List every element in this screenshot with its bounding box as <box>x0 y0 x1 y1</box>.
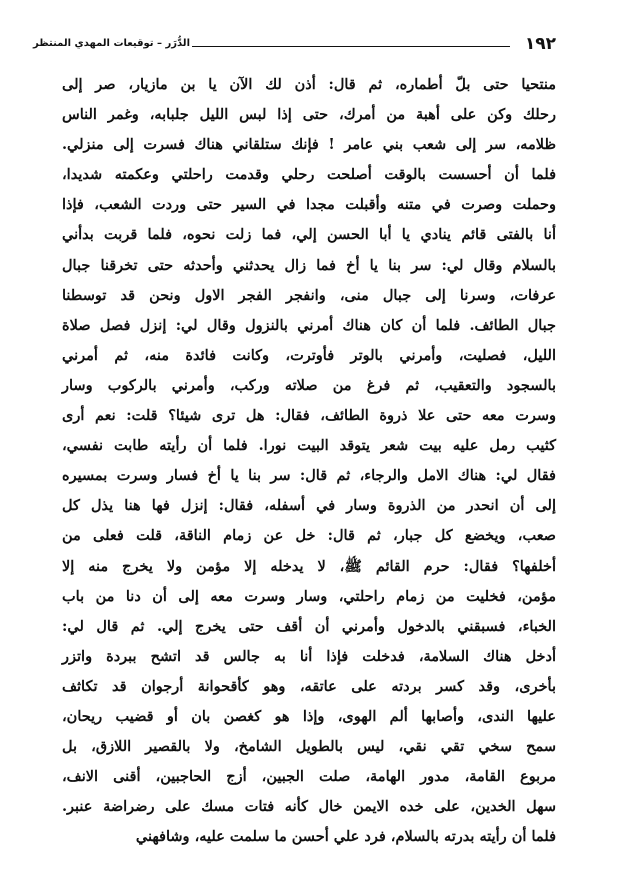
text-line: فلما أن أحسست بالوقت أصلحت رحلي وقدمت راحلتي وعكمته شديدا، <box>62 166 556 184</box>
text-line: جبال الطائف. فلما أن كان هناك أمرني بالنزول وقال لي: إنزل فصل صلاة <box>62 316 556 334</box>
text-line: وحملت وصرت في متنه وأقبلت مجدا في السير حتى وردت الشعب، فإذا <box>62 196 556 214</box>
page-header <box>33 34 556 56</box>
text-line: مربوع القامة، مدور الهامة، صلت الجبين، أزج الحاجبين، أقنى الانف، <box>62 768 556 786</box>
text-line: مؤمن، فخليت من زمام راحلتي، وسار وسرت معه إلى أن دنا من باب <box>62 587 556 605</box>
text-line: سمح سخي تقي نقي، ليس بالطويل الشامخ، ولا بالقصير اللازق، بل <box>62 738 556 756</box>
text-line: صعب، ويخضع كل جبار، ثم قال: خل عن زمام الناقة، قلت فعلى من <box>62 527 556 545</box>
body-text <box>62 70 556 852</box>
text-line: رحلك وكن على أهبة من أمرك، حتى إذا لبس الليل جلبابه، وغمر الناس <box>62 106 556 124</box>
text-line: أخلفها؟ فقال: حرم القائم ﷺ، لا يدخله إلا مؤمن ولا يخرج منه إلا <box>62 557 556 575</box>
text-line: أنا بالفتى قائم ينادي يا أبا الحسن إلي، فما زلت نحوه، فلما قربت بدأني <box>62 226 556 244</box>
page-number: ١٩٢ <box>524 34 556 54</box>
running-title: الدُّرَر – توقيعات المهدي المنتظر <box>33 38 190 49</box>
text-line: عليها الندى، وأصابها ألم الهوى، وإذا هو كغصن بان أو قضيب ريحان، <box>62 707 556 725</box>
header-rule <box>192 46 510 47</box>
text-line: إلى أن انحدر من الذروة وسار في أسفله، فقال: إنزل فها هنا يذل كل <box>62 497 556 515</box>
text-line: ظلامه، سر إلى شعب بني عامر ! فإنك ستلقاني هناك فسرت إلى منزلي. <box>62 136 556 154</box>
text-line: منتحيا حتى بلّ أطماره، ثم قال: أذن لك الآن يا بن مازيار، صر إلى <box>62 76 556 93</box>
text-line: بالسلام وقال لي: سر بنا يا أخ فما زال يحدثني وأحدثه حتى تخرقنا جبال <box>62 256 556 274</box>
text-line: كثيب رمل عليه بيت شعر يتوقد البيت نورا. فلما أن رأيته طابت نفسي، <box>62 437 556 455</box>
text-line: الليل، فصليت، وأمرني بالوتر فأوترت، وكانت فائدة منه، ثم أمرني <box>62 346 556 364</box>
text-line: بأخرى، وقد كسر بردته على عاتقه، وهو كأقحوانة أرجوان قد تكاثف <box>62 677 556 695</box>
text-line: أدخل هناك السلامة، فدخلت فإذا أنا به جالس قد اتشح ببردة واتزر <box>62 647 556 665</box>
text-line: بالسجود والتعقيب، ثم فرغ من صلاته وركب، وأمرني بالركوب وسار <box>62 376 556 394</box>
text-line: سهل الخدين، على خده الايمن خال كأنه فتات مسك على رضراضة عنبر. <box>62 798 556 816</box>
text-line: فقال لي: هناك الامل والرجاء، ثم قال: سر بنا يا أخ فسار وسرت بمسيره <box>62 467 556 485</box>
text-line: فلما أن رأيته بدرته بالسلام، فرد علي أحسن ما سلمت عليه، وشافهني <box>135 828 556 846</box>
text-line: عرفات، وسرنا إلى جبال منى، وانفجر الفجر الاول ونحن قد توسطنا <box>62 286 556 304</box>
text-line: وسرت معه حتى علا ذروة الطائف، فقال: هل ترى شيئا؟ قلت: نعم أرى <box>62 407 556 425</box>
text-line: الخباء، فسبقني بالدخول وأمرني أن أقف حتى يخرج إلي. ثم قال لي: <box>62 617 556 635</box>
